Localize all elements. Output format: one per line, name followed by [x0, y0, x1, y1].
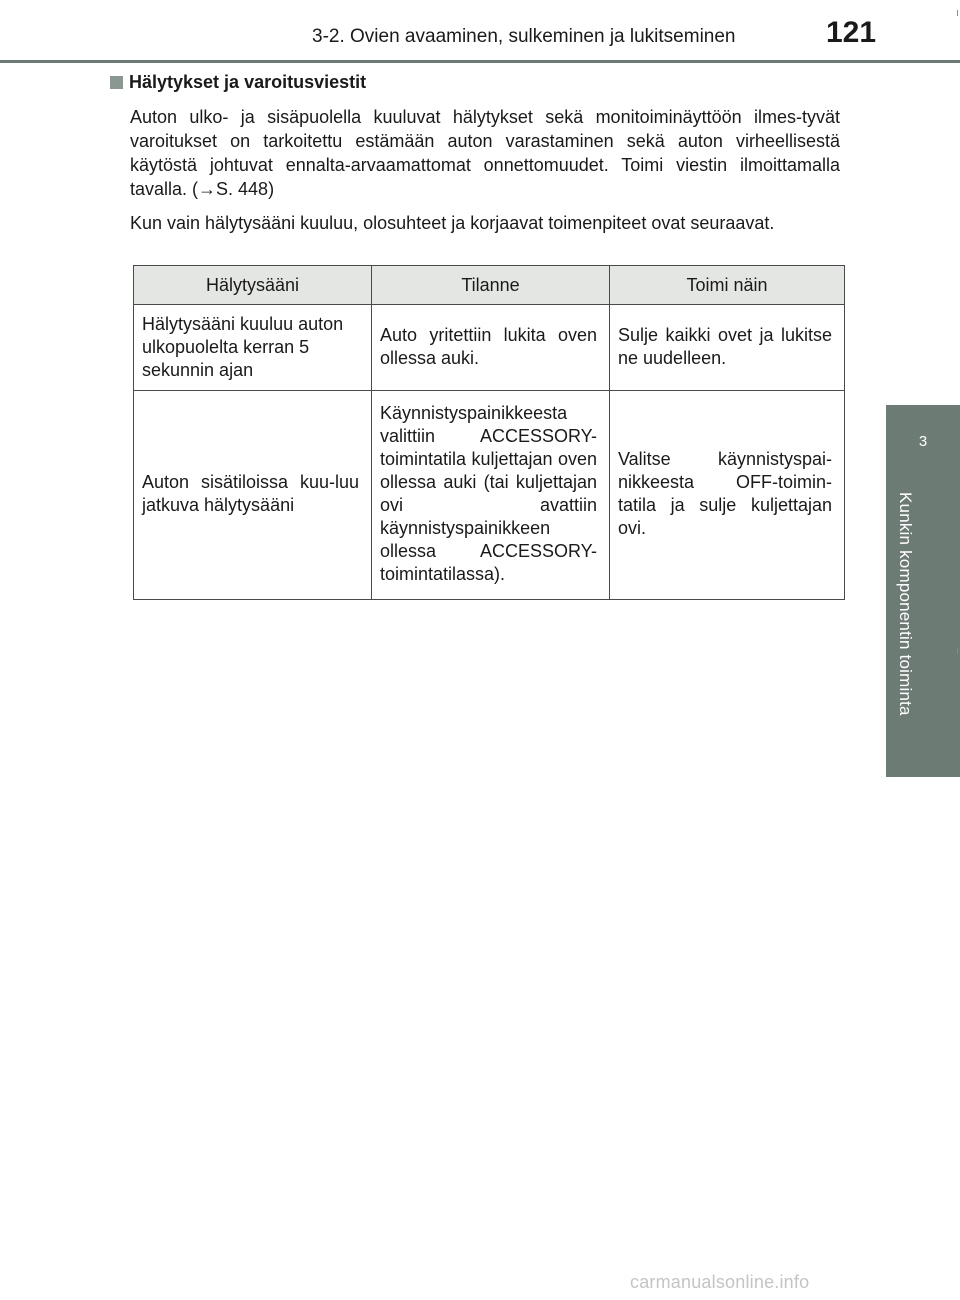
chapter-number: 3	[918, 432, 928, 450]
table-row	[134, 391, 845, 600]
chapter-label: Kunkin komponentin toiminta	[896, 492, 915, 716]
column-header: Toimi näin	[610, 266, 845, 305]
table-cell: Auton sisätiloissa kuu-luu jatkuva hälytysääni	[134, 391, 372, 600]
table-cell: Käynnistyspainikkeesta valittiin ACCESSORY-toimintatila kuljettajan oven ollessa auki (tai kuljettajan ovi avattiin käynnistyspainikkeen ollessa ACCESSORY-toimintatilassa).	[372, 391, 610, 600]
header-rule	[0, 60, 960, 63]
intro-paragraph: Auton ulko- ja sisäpuolella kuuluvat hälytykset sekä monitoiminäyttöön ilmes-tyvät varoitukset on tarkoitettu estämään auton varastaminen sekä auton virheellisestä käytöstä johtuvat ennalta-arvaamattomat onnettomuudet. Toimi viestin ilmoittamalla tavalla. (→S. 448)	[130, 107, 840, 199]
page-number: 121	[826, 16, 877, 49]
alarm-section	[110, 72, 840, 245]
watermark: carmanualsonline.info	[630, 1272, 810, 1292]
crop-mark	[957, 648, 958, 654]
table-cell: Hälytysääni kuuluu auton ulkopuolelta kerran 5 sekunnin ajan	[134, 305, 372, 391]
chapter-tab	[886, 405, 960, 477]
section-heading	[110, 72, 840, 93]
conditions-paragraph: Kun vain hälytysääni kuuluu, olosuhteet ja korjaavat toimenpiteet ovat seuraavat.	[130, 213, 775, 233]
crop-mark	[957, 10, 958, 16]
table-cell: Auto yritettiin lukita oven ollessa auki.	[372, 305, 610, 391]
running-header: 3-2. Ovien avaaminen, sulkeminen ja lukitseminen	[312, 26, 736, 47]
table-header-row	[134, 266, 845, 305]
section-heading-text: Hälytykset ja varoitusviestit	[129, 72, 367, 92]
table-row	[134, 305, 845, 391]
column-header: Hälytysääni	[134, 266, 372, 305]
alarm-table	[133, 265, 845, 600]
column-header: Tilanne	[372, 266, 610, 305]
table-cell: Valitse käynnistyspai-nikkeesta OFF-toimin-tatila ja sulje kuljettajan ovi.	[610, 391, 845, 600]
square-bullet-icon	[110, 76, 123, 89]
table-cell: Sulje kaikki ovet ja lukitse ne uudelleen.	[610, 305, 845, 391]
